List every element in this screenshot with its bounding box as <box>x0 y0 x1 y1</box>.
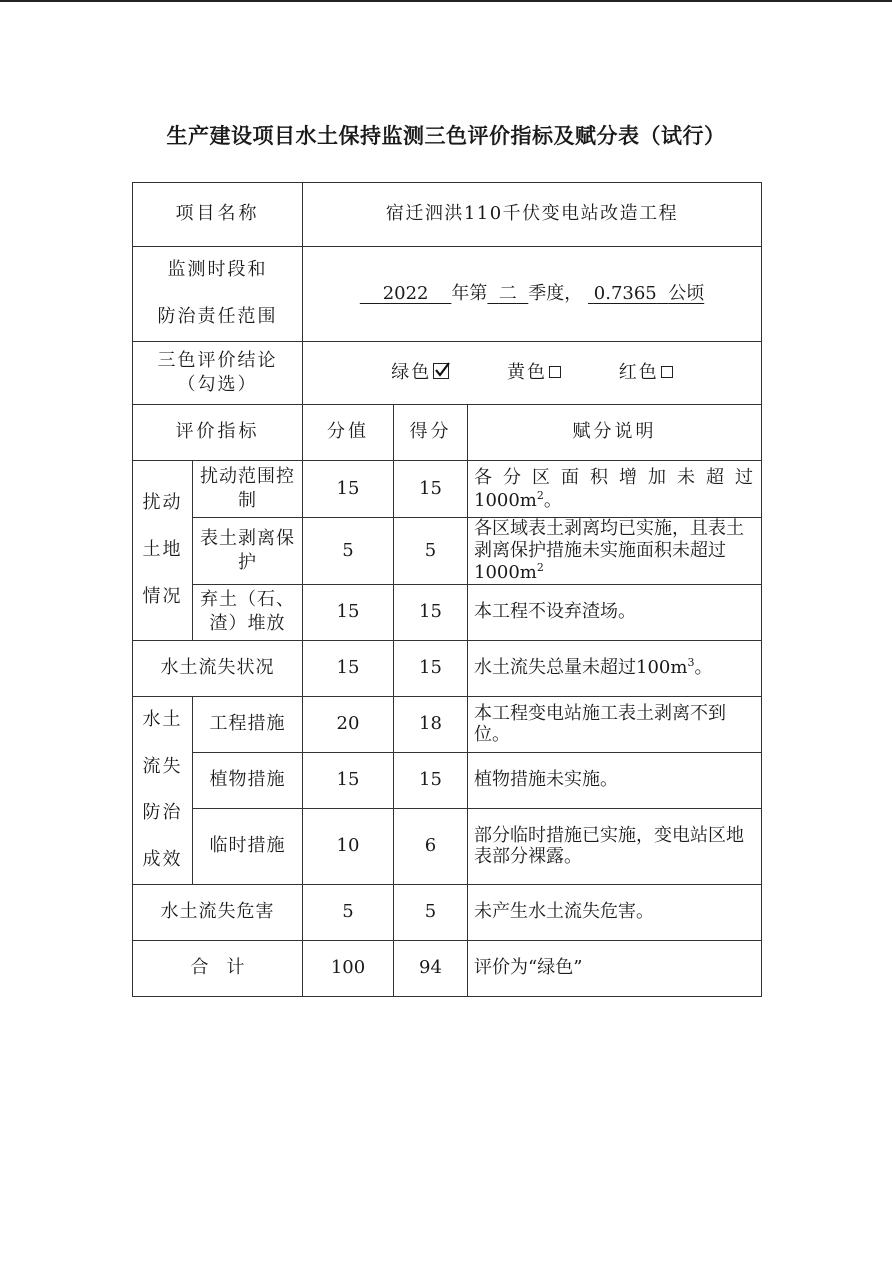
score-value: 15 <box>303 752 394 808</box>
score-got: 18 <box>394 696 468 752</box>
empty-checkbox-icon[interactable] <box>661 366 673 378</box>
project-label: 项目名称 <box>133 183 303 247</box>
option-green[interactable]: 绿色 <box>391 361 449 385</box>
period-value <box>303 247 762 342</box>
total-note: 评价为“绿色” <box>468 940 762 996</box>
table-row <box>133 808 762 884</box>
score-got: 5 <box>394 518 468 585</box>
project-row <box>133 183 762 247</box>
option-red[interactable]: 红色 <box>619 361 673 385</box>
score-got: 15 <box>394 640 468 696</box>
header-row <box>133 405 762 461</box>
indicator-name: 表土剥离保护 <box>193 518 303 585</box>
total-value: 100 <box>303 940 394 996</box>
period-year-text: 年第 <box>451 282 488 304</box>
table-row <box>133 752 762 808</box>
period-label <box>133 247 303 342</box>
indicator-name: 水土流失状况 <box>133 640 303 696</box>
score-value: 20 <box>303 696 394 752</box>
score-value: 15 <box>303 584 394 640</box>
table-row <box>133 461 762 518</box>
period-row <box>133 247 762 342</box>
header-score-value: 分值 <box>303 405 394 461</box>
score-note: 各分区面积增加未超过 $1000m^2$。 <box>468 461 762 518</box>
header-indicator: 评价指标 <box>133 405 303 461</box>
score-note: 各区域表土剥离均已实施，且表土剥离保护措施未实施面积未超过$1000m^2$ <box>468 518 762 585</box>
checked-checkbox-icon[interactable] <box>433 363 449 379</box>
project-name: 宿迁泗洪110千伏变电站改造工程 <box>303 183 762 247</box>
conclusion-row <box>133 342 762 405</box>
table-row <box>133 884 762 940</box>
score-note: 部分临时措施已实施，变电站区地表部分裸露。 <box>468 808 762 884</box>
score-note: 水土流失总量未超过$100m^3$。 <box>468 640 762 696</box>
table-row <box>133 640 762 696</box>
score-got: 6 <box>394 808 468 884</box>
conclusion-options <box>303 342 762 405</box>
evaluation-table <box>132 182 762 997</box>
indicator-name: 临时措施 <box>193 808 303 884</box>
group1-label: 扰动 土地 情况 <box>133 461 193 641</box>
page-title: 生产建设项目水土保持监测三色评价指标及赋分表（试行） <box>166 124 726 148</box>
header-score-got: 得分 <box>394 405 468 461</box>
period-quarter-text: 季度， <box>528 282 583 304</box>
score-note: 未产生水土流失危害。 <box>468 884 762 940</box>
conclusion-label-line1: 三色评价结论 <box>157 349 278 371</box>
score-note: 植物措施未实施。 <box>468 752 762 808</box>
score-note: 本工程变电站施工表土剥离不到位。 <box>468 696 762 752</box>
table-row <box>133 696 762 752</box>
period-year: 2022 <box>382 282 429 304</box>
score-value: 15 <box>303 461 394 518</box>
empty-checkbox-icon[interactable] <box>549 366 561 378</box>
option-yellow[interactable]: 黄色 <box>507 361 561 385</box>
period-label-line2: 防治责任范围 <box>157 306 278 327</box>
total-score: 94 <box>394 940 468 996</box>
score-note: 本工程不设弃渣场。 <box>468 584 762 640</box>
period-label-line1: 监测时段和 <box>167 259 268 281</box>
indicator-name: 水土流失危害 <box>133 884 303 940</box>
conclusion-label <box>133 342 303 405</box>
score-value: 10 <box>303 808 394 884</box>
score-value: 5 <box>303 884 394 940</box>
score-got: 15 <box>394 584 468 640</box>
indicator-name: 扰动范围控制 <box>193 461 303 518</box>
total-label: 合 计 <box>133 940 303 996</box>
group2-label: 水土 流失 防治 成效 <box>133 696 193 884</box>
score-value: 5 <box>303 518 394 585</box>
score-got: 15 <box>394 461 468 518</box>
period-area: 0.7365 公顷 <box>593 282 705 304</box>
header-explanation: 赋分说明 <box>468 405 762 461</box>
indicator-name: 弃土（石、渣）堆放 <box>193 584 303 640</box>
period-quarter: 二 <box>498 282 517 304</box>
score-got: 15 <box>394 752 468 808</box>
indicator-name: 植物措施 <box>193 752 303 808</box>
total-row <box>133 940 762 996</box>
score-got: 5 <box>394 884 468 940</box>
table-row <box>133 584 762 640</box>
indicator-name: 工程措施 <box>193 696 303 752</box>
conclusion-label-line2: （勾选） <box>177 374 258 395</box>
score-value: 15 <box>303 640 394 696</box>
table-row <box>133 518 762 585</box>
top-border-line <box>0 0 892 2</box>
